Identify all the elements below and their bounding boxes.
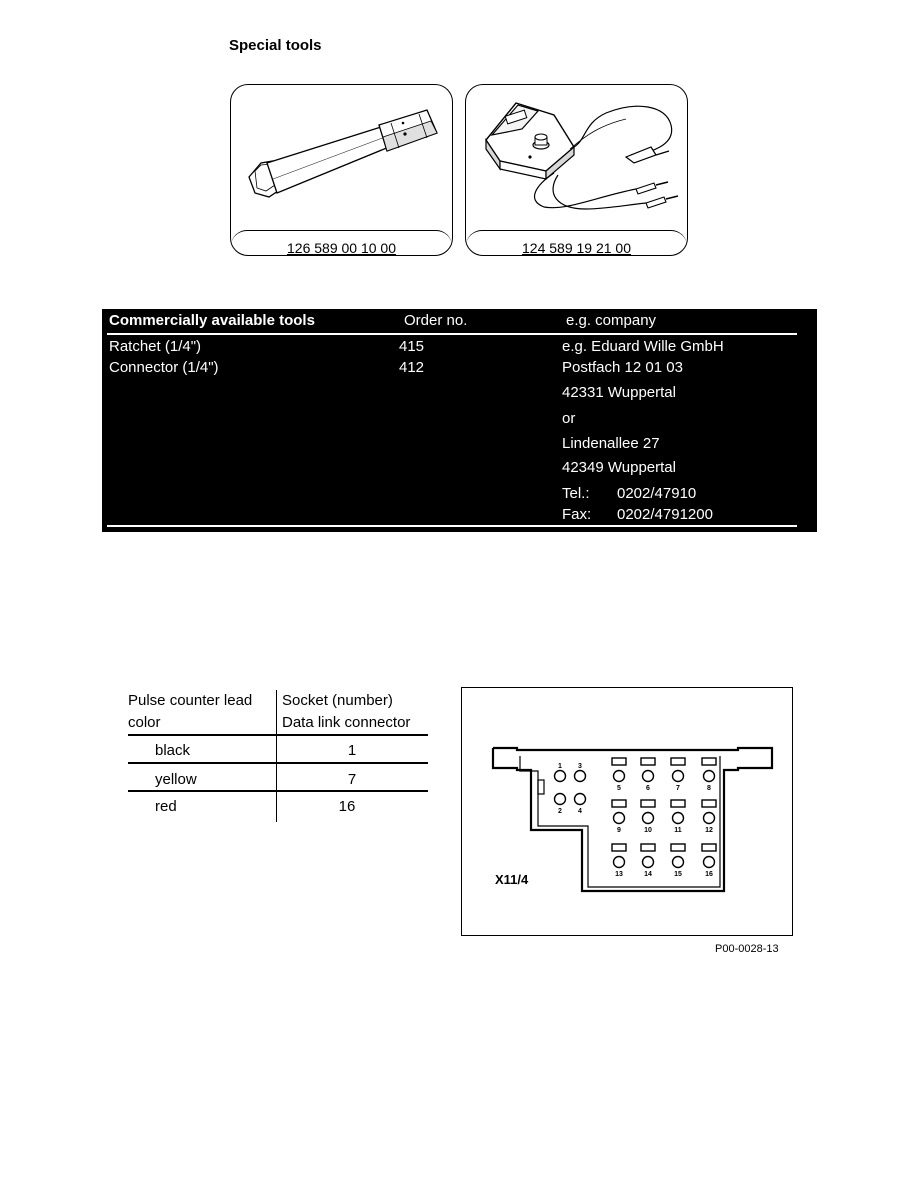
right-header-line: Data link connector bbox=[282, 714, 411, 731]
socket bbox=[575, 763, 586, 782]
row-divider bbox=[128, 790, 428, 792]
part-number: 126 589 00 10 00 bbox=[287, 240, 396, 256]
part-number: 124 589 19 21 00 bbox=[522, 240, 631, 256]
socket-hole bbox=[614, 813, 625, 824]
socket-hole bbox=[704, 771, 715, 782]
socket-number-label: 15 bbox=[674, 871, 682, 878]
socket-number-label: 5 bbox=[617, 785, 621, 792]
socket-latch bbox=[641, 844, 655, 851]
socket-hole bbox=[575, 771, 586, 782]
socket bbox=[702, 844, 716, 878]
row-divider bbox=[128, 734, 428, 736]
company-line: e.g. Eduard Wille GmbH bbox=[562, 338, 724, 355]
socket-latch bbox=[641, 800, 655, 807]
socket-hole bbox=[673, 771, 684, 782]
tool-name: Ratchet (1/4") bbox=[109, 338, 202, 355]
order-column-header: Order no. bbox=[404, 312, 468, 329]
socket-latch bbox=[702, 800, 716, 807]
socket-number-label: 1 bbox=[558, 763, 562, 770]
socket bbox=[612, 758, 626, 792]
socket-number-label: 11 bbox=[674, 827, 682, 834]
socket-hole bbox=[704, 813, 715, 824]
contact-value: 0202/4791200 bbox=[617, 506, 713, 523]
socket-hole bbox=[643, 771, 654, 782]
left-header-line: color bbox=[128, 714, 161, 731]
socket bbox=[612, 800, 626, 834]
socket-latch bbox=[612, 758, 626, 765]
footer-divider bbox=[107, 525, 797, 527]
socket-number-label: 13 bbox=[615, 871, 623, 878]
contact-label: Tel.: bbox=[562, 485, 590, 502]
socket bbox=[702, 758, 716, 792]
socket bbox=[671, 758, 685, 792]
lead-color: red bbox=[155, 798, 177, 815]
tool-name: Connector (1/4") bbox=[109, 359, 219, 376]
socket-number-label: 3 bbox=[578, 763, 582, 770]
lead-color: yellow bbox=[155, 771, 197, 788]
socket-number-label: 14 bbox=[644, 871, 652, 878]
connector-outline bbox=[493, 748, 772, 891]
socket-number-label: 8 bbox=[707, 785, 711, 792]
socket-hole bbox=[704, 857, 715, 868]
socket-latch bbox=[641, 758, 655, 765]
company-column-header: e.g. company bbox=[566, 312, 657, 329]
socket-hole bbox=[643, 813, 654, 824]
socket bbox=[555, 763, 566, 782]
figure-reference: P00-0028-13 bbox=[715, 943, 779, 955]
socket-latch bbox=[612, 800, 626, 807]
spline-socket-bit-icon bbox=[231, 85, 452, 230]
socket bbox=[671, 844, 685, 878]
right-header-line: Socket (number) bbox=[282, 692, 393, 709]
contact-label: Fax: bbox=[562, 506, 592, 523]
company-line: 42331 Wuppertal bbox=[562, 384, 676, 401]
socket-number-label: 12 bbox=[705, 827, 713, 834]
socket-hole bbox=[643, 857, 654, 868]
order-number: 415 bbox=[399, 338, 425, 355]
socket-latch bbox=[702, 844, 716, 851]
order-number: 412 bbox=[399, 359, 425, 376]
socket bbox=[575, 794, 586, 816]
socket-number-label: 16 bbox=[705, 871, 713, 878]
company-line: Postfach 12 01 03 bbox=[562, 359, 683, 376]
socket bbox=[702, 800, 716, 834]
socket bbox=[555, 794, 566, 816]
socket-number-label: 9 bbox=[617, 827, 621, 834]
row-divider bbox=[128, 762, 428, 764]
socket bbox=[612, 844, 626, 878]
contact-value: 0202/47910 bbox=[617, 485, 697, 502]
socket-hole bbox=[673, 857, 684, 868]
socket-hole bbox=[555, 794, 566, 805]
socket bbox=[641, 758, 655, 792]
company-line: or bbox=[562, 410, 576, 427]
data-link-connector-diagram bbox=[462, 688, 792, 935]
commercial-tools-table bbox=[102, 309, 817, 532]
part-number-band bbox=[466, 230, 687, 256]
connector-label: X11/4 bbox=[495, 872, 529, 887]
socket-number: 7 bbox=[347, 771, 357, 788]
socket bbox=[641, 844, 655, 878]
company-line: Lindenallee 27 bbox=[562, 435, 660, 452]
socket-number-label: 4 bbox=[578, 808, 582, 815]
pulse-counter-table bbox=[128, 690, 428, 822]
part-number-band bbox=[231, 230, 452, 256]
connector-figure bbox=[461, 687, 793, 936]
socket-hole bbox=[614, 857, 625, 868]
section-heading: Special tools bbox=[229, 37, 322, 54]
socket bbox=[641, 800, 655, 834]
socket-number: 16 bbox=[338, 798, 356, 815]
socket-number-label: 10 bbox=[644, 827, 652, 834]
socket-latch bbox=[671, 758, 685, 765]
company-line: 42349 Wuppertal bbox=[562, 459, 676, 476]
left-header-line: Pulse counter lead bbox=[128, 692, 253, 709]
socket-latch bbox=[671, 800, 685, 807]
special-tool-card bbox=[465, 84, 688, 256]
socket-number-label: 2 bbox=[558, 808, 562, 815]
socket-hole bbox=[575, 794, 586, 805]
socket-group bbox=[555, 758, 717, 878]
tool-column-header: Commercially available tools bbox=[109, 312, 315, 329]
lead-color: black bbox=[155, 742, 191, 759]
socket-number: 1 bbox=[347, 742, 357, 759]
socket-hole bbox=[673, 813, 684, 824]
pulse-counter-tester-icon bbox=[466, 85, 687, 230]
socket-latch bbox=[671, 844, 685, 851]
header-divider bbox=[107, 333, 797, 335]
special-tool-card bbox=[230, 84, 453, 256]
socket-number-label: 6 bbox=[646, 785, 650, 792]
socket bbox=[671, 800, 685, 834]
socket-latch bbox=[612, 844, 626, 851]
socket-latch bbox=[702, 758, 716, 765]
socket-number-label: 7 bbox=[676, 785, 680, 792]
socket-hole bbox=[555, 771, 566, 782]
socket-hole bbox=[614, 771, 625, 782]
